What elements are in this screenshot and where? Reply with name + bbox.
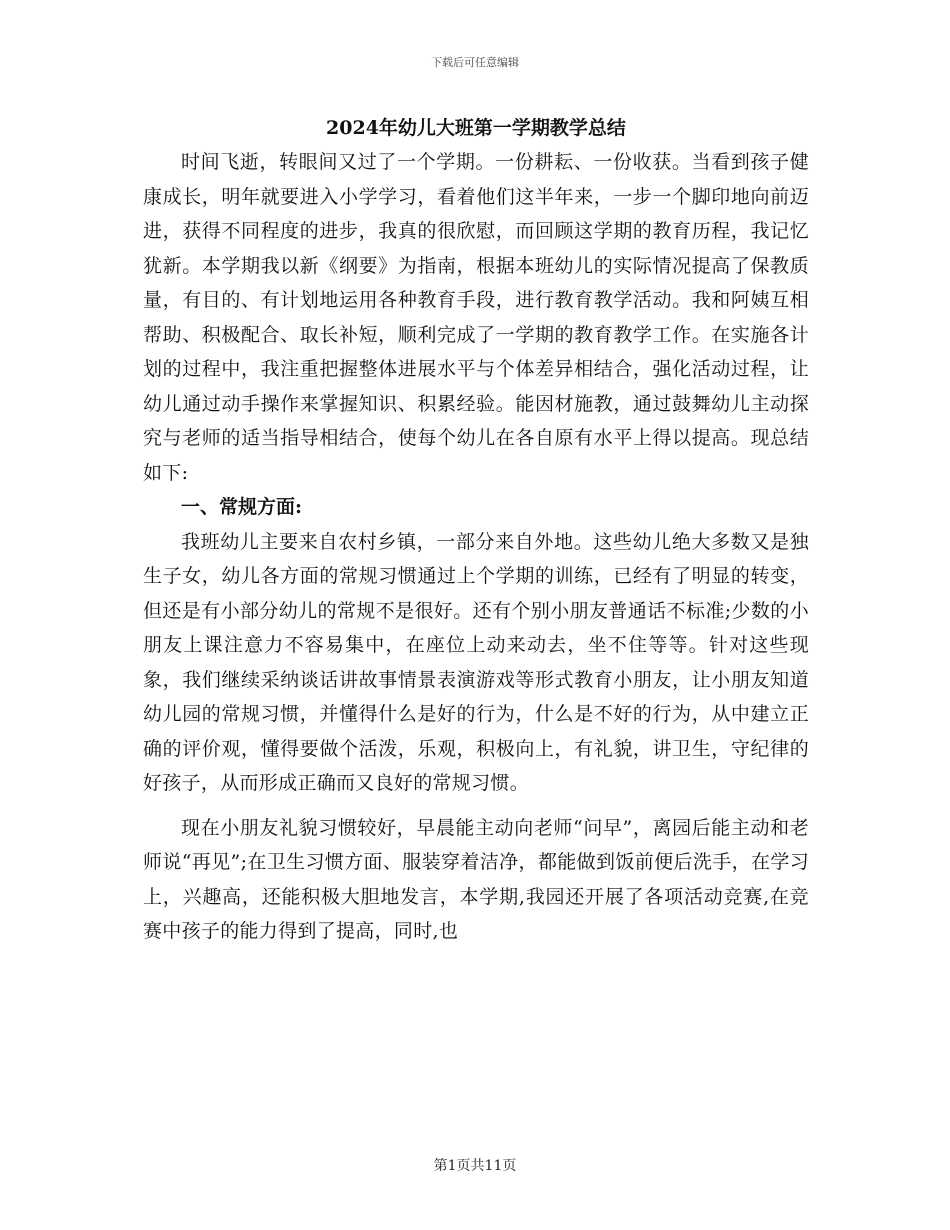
intro-paragraph: 时间飞逝，转眼间又过了一个学期。一份耕耘、一份收获。当看到孩子健康成长，明年就要进入小学学习，看着他们这半年来，一步一个脚印地向前迈进，获得不同程度的进步，我真的很欣慰，而回顾这学期的教育历程，我记忆犹新。本学期我以新《纲要》为指南，根据本班幼儿的实际情况提高了保教质量，有目的、有计划地运用各种教育手段，进行教育教学活动。我和阿姨互相帮助、积极配合、取长补短，顺利完成了一学期的教育教学工作。在实施各计划的过程中，我注重把握整体进展水平与个体差异相结合，强化活动过程，让幼儿通过动手操作来掌握知识、积累经验。能因材施教，通过鼓舞幼儿主动探究与老师的适当指导相结合，使每个幼儿在各自原有水平上得以提高。现总结如下: <box>143 151 809 484</box>
document-title: 2024年幼儿大班第一学期教学总结 <box>326 117 626 139</box>
document-body <box>143 115 809 949</box>
routine-paragraph-2: 现在小朋友礼貌习惯较好，早晨能主动向老师“问早”，离园后能主动和老师说“再见”;在卫生习惯方面、服装穿着洁净，都能做到饭前便后洗手，在学习上，兴趣高，还能积极大胆地发言，本学期,我园还开展了各项活动竞赛,在竞赛中孩子的能力得到了提高，同时,也 <box>143 816 809 942</box>
page-footer: 第1页共11页 <box>433 1158 517 1174</box>
section-heading-routine: 一、常规方面: <box>181 496 303 518</box>
page-header: 下载后可任意编辑 <box>431 56 519 69</box>
routine-paragraph-1: 我班幼儿主要来自农村乡镇，一部分来自外地。这些幼儿绝大多数又是独生子女，幼儿各方面的常规习惯通过上个学期的训练，已经有了明显的转变，但还是有小部分幼儿的常规不是很好。还有个别小朋友普通话不标准;少数的小朋友上课注意力不容易集中，在座位上动来动去，坐不住等等。针对这些现象，我们继续采纳谈话讲故事情景表演游戏等形式教育小朋友，让小朋友知道幼儿园的常规习惯，并懂得什么是好的行为，什么是不好的行为，从中建立正确的评价观，懂得要做个活泼，乐观，积极向上，有礼貌，讲卫生，守纪律的好孩子，从而形成正确而又良好的常规习惯。 <box>143 530 809 794</box>
